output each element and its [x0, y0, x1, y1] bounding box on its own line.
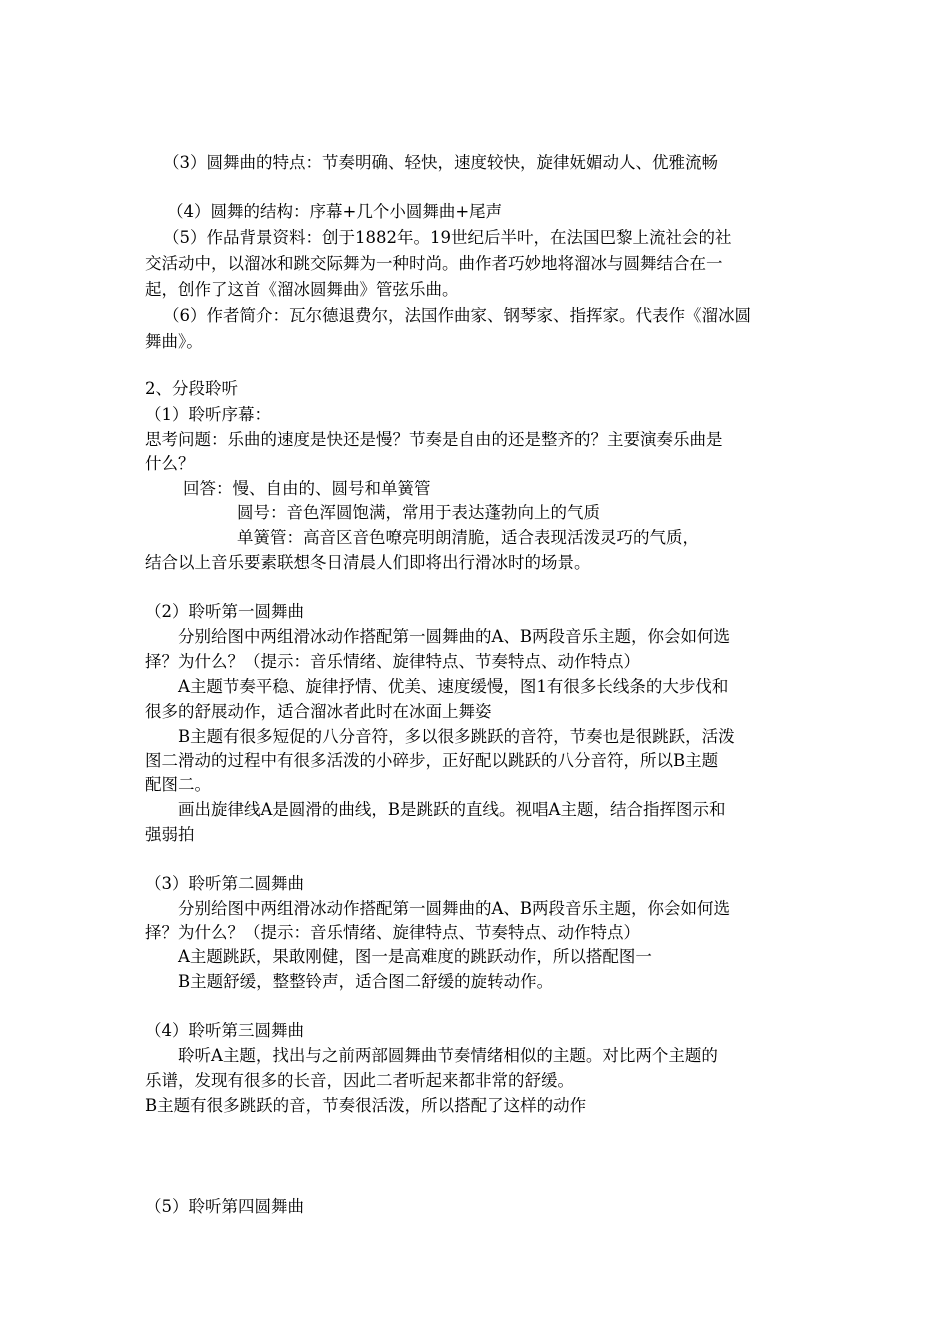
text-line: （3）圆舞曲的特点：节奏明确、轻快，速度较快，旋律妩媚动人、优雅流畅 — [163, 153, 718, 172]
text-line: 乐谱，发现有很多的长音，因此二者听起来都非常的舒缓。 — [145, 1071, 574, 1090]
subsection-heading: （3）聆听第二圆舞曲 — [145, 874, 304, 893]
text-line: 舞曲》。 — [145, 332, 203, 351]
text-line: 思考问题：乐曲的速度是快还是慢？节奏是自由的还是整齐的？主要演奏乐曲是 — [145, 430, 723, 449]
text-line: 回答：慢、自由的、圆号和单簧管 — [183, 479, 431, 498]
text-line: 很多的舒展动作，适合溜冰者此时在冰面上舞姿 — [145, 702, 492, 721]
text-line: 交活动中，以溜冰和跳交际舞为一种时尚。曲作者巧妙地将溜冰与圆舞结合在一 — [145, 254, 723, 273]
text-line: 强弱拍 — [145, 825, 195, 844]
subsection-heading: （5）聆听第四圆舞曲 — [145, 1197, 304, 1216]
text-line: （4）圆舞的结构：序幕+几个小圆舞曲+尾声 — [167, 202, 503, 221]
text-line: B主题有很多跳跃的音，节奏很活泼，所以搭配了这样的动作 — [145, 1096, 587, 1115]
text-line: 什么？ — [145, 454, 195, 473]
text-line: 分别给图中两组滑冰动作搭配第一圆舞曲的A、B两段音乐主题，你会如何选 — [178, 899, 731, 918]
text-line: 配图二。 — [145, 775, 211, 794]
text-line: A主题跳跃，果敢刚健，图一是高难度的跳跃动作，所以搭配图一 — [178, 947, 652, 966]
text-line: 聆听A主题，找出与之前两部圆舞曲节奏情绪相似的主题。对比两个主题的 — [178, 1046, 718, 1065]
text-line: A主题节奏平稳、旋律抒情、优美、速度缓慢，图1有很多长线条的大步伐和 — [178, 677, 729, 696]
text-line: 分别给图中两组滑冰动作搭配第一圆舞曲的A、B两段音乐主题，你会如何选 — [178, 627, 731, 646]
text-line: 择？为什么？（提示：音乐情绪、旋律特点、节奏特点、动作特点） — [145, 652, 640, 671]
text-line: B主题有很多短促的八分音符，多以很多跳跃的音符，节奏也是很跳跃，活泼 — [178, 727, 735, 746]
text-line: 起，创作了这首《溜冰圆舞曲》管弦乐曲。 — [145, 280, 459, 299]
text-line: （5）作品背景资料：创于1882年。19世纪后半叶，在法国巴黎上流社会的社 — [163, 228, 732, 247]
text-line: B主题舒缓，整整铃声，适合图二舒缓的旋转动作。 — [178, 972, 554, 991]
text-line: 单簧管：高音区音色嘹亮明朗清脆，适合表现活泼灵巧的气质， — [237, 528, 699, 547]
text-line: 圆号：音色浑圆饱满，常用于表达蓬勃向上的气质 — [237, 503, 600, 522]
text-line: 择？为什么？（提示：音乐情绪、旋律特点、节奏特点、动作特点） — [145, 923, 640, 942]
subsection-heading: （1）聆听序幕： — [145, 405, 271, 424]
text-line: 画出旋律线A是圆滑的曲线，B是跳跃的直线。视唱A主题，结合指挥图示和 — [178, 800, 726, 819]
section-heading: 2、分段聆听 — [145, 379, 238, 398]
text-line: 图二滑动的过程中有很多活泼的小碎步，正好配以跳跃的八分音符，所以B主题 — [145, 751, 719, 770]
subsection-heading: （4）聆听第三圆舞曲 — [145, 1021, 304, 1040]
text-line: 结合以上音乐要素联想冬日清晨人们即将出行滑冰时的场景。 — [145, 553, 591, 572]
text-line: （6）作者简介：瓦尔德退费尔，法国作曲家、钢琴家、指挥家。代表作《溜冰圆 — [163, 306, 751, 325]
subsection-heading: （2）聆听第一圆舞曲 — [145, 602, 304, 621]
